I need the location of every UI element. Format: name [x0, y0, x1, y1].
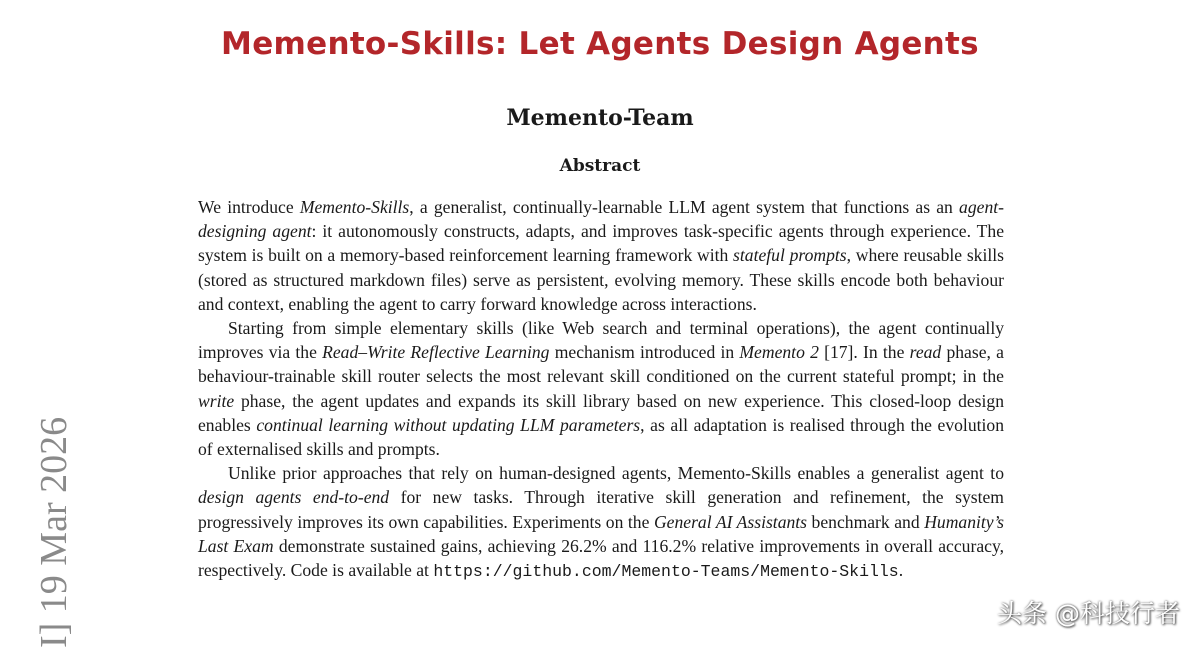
text-run: Unlike prior approaches that rely on human-designed agents, Memento-Skills enables a generalist agent to	[228, 463, 1004, 484]
abstract-paragraph-2	[198, 316, 1004, 461]
text-run: phase, a behaviour-trainable skill router selects the most relevant skill conditioned on the current stateful prompt; in the	[198, 342, 1004, 387]
abstract-paragraph-1	[198, 195, 1004, 316]
text-run: .	[898, 560, 904, 581]
emphasis: read	[909, 342, 942, 363]
emphasis: continual learning without updating LLM parameters	[256, 414, 641, 435]
emphasis: design agents end-to-end	[198, 487, 390, 508]
paper-author: Memento-Team	[506, 105, 694, 131]
emphasis: Memento 2	[739, 342, 819, 363]
watermark: 头条 @科技行者	[997, 599, 1180, 628]
text-run: for new tasks. Through iterative skill generation and refinement, the system progressively improves its own capabilities. Experiments on the	[198, 487, 1004, 532]
text-run: Starting from simple elementary skills (like Web search and terminal operations), the agent continually improves via the	[198, 318, 1004, 363]
text-run: mechanism introduced in	[549, 342, 740, 363]
abstract-body	[198, 195, 1004, 584]
citation-text: [17]. In the	[818, 342, 910, 363]
abstract-heading: Abstract	[559, 156, 641, 176]
repository-link[interactable]: https://github.com/Memento-Teams/Memento-Skills	[433, 562, 899, 582]
abstract-paragraph-3	[198, 461, 1004, 584]
text-run: , where reusable skills (stored as structured markdown files) serve as persistent, evolving memory. These skills encode both behaviour and context, enabling the agent to carry forward knowledge across interactions.	[198, 245, 1004, 314]
text-run: : it autonomously constructs, adapts, and improves task-specific agents through experience. The system is built on a memory-based reinforcement learning framework with	[198, 221, 1005, 266]
text-run: benchmark and	[807, 511, 925, 532]
emphasis: Memento-Skills	[299, 197, 410, 217]
paper-title: Memento-Skills: Let Agents Design Agents	[221, 26, 979, 62]
emphasis: write	[198, 390, 235, 411]
emphasis: agent-designing agent	[198, 197, 1004, 242]
emphasis: stateful prompts	[733, 245, 847, 266]
text-run: demonstrate sustained gains, achieving 26.2% and 116.2% relative improvements in overall accuracy, respectively. Code is available at	[198, 535, 1005, 581]
text-run: We introduce	[198, 197, 300, 217]
arxiv-side-stamp: I] 19 Mar 2026	[33, 416, 75, 648]
emphasis: Humanity’s Last Exam	[198, 511, 1005, 556]
text-run: , a generalist, continually-learnable LLM agent system that functions as an	[409, 197, 960, 217]
text-run: phase, the agent updates and expands its skill library based on new experience. This closed-loop design enables	[198, 390, 1004, 435]
text-run: , as all adaptation is realised through the evolution of externalised skills and prompts.	[198, 414, 1004, 460]
emphasis: General AI Assistants	[653, 511, 808, 532]
emphasis: Read–Write Reflective Learning	[322, 342, 550, 363]
